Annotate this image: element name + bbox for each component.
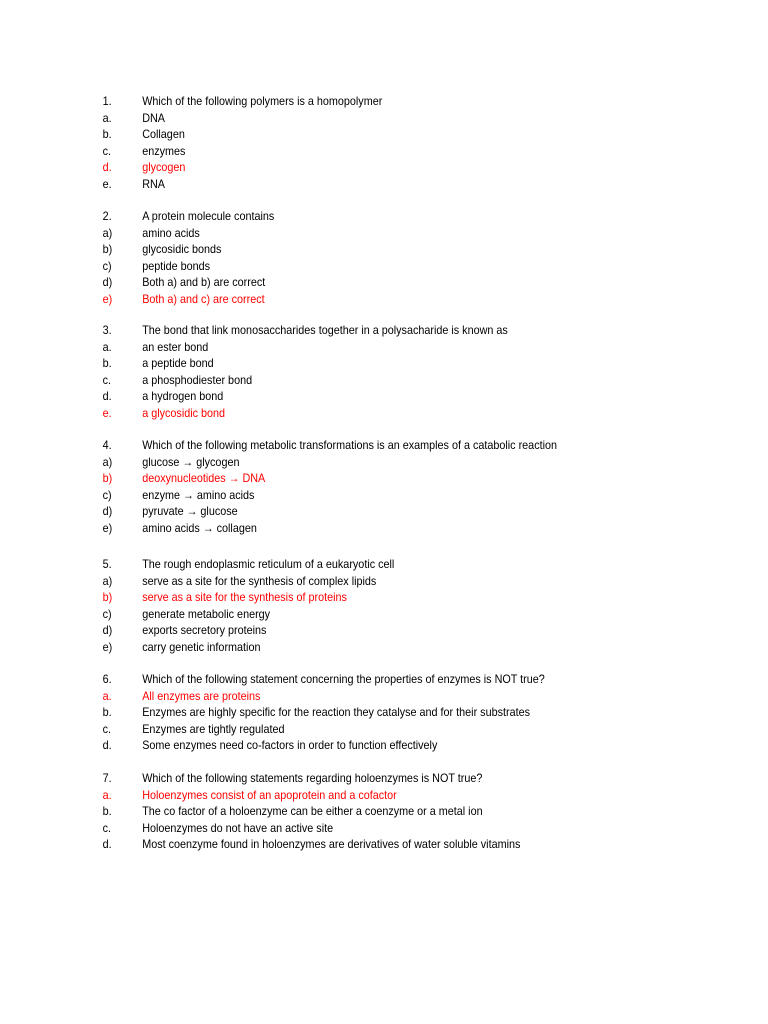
option-text: peptide bonds — [142, 258, 211, 273]
question-stem — [0, 770, 691, 787]
question-number: 7. — [102, 771, 112, 785]
question-number: 4. — [102, 438, 112, 452]
option-label: c. — [102, 372, 112, 387]
answer-option-correct — [0, 405, 691, 422]
option-text: DNA — [142, 110, 166, 125]
answer-option — [0, 573, 691, 590]
answer-option — [0, 487, 691, 504]
question-7 — [0, 770, 768, 853]
question-3 — [0, 322, 768, 421]
answer-option — [0, 388, 691, 405]
question-text: Which of the following polymers is a homopolymer — [142, 94, 383, 108]
option-text: Most coenzyme found in holoenzymes are derivatives of water soluble vitamins — [142, 837, 521, 851]
option-text: generate metabolic energy — [142, 606, 271, 621]
answer-option — [0, 606, 691, 623]
question-text: A protein molecule contains — [142, 209, 275, 223]
question-1 — [0, 93, 768, 192]
question-number: 2. — [102, 209, 112, 223]
option-label: e) — [102, 520, 113, 535]
option-label: c) — [102, 258, 112, 273]
option-label: c) — [102, 487, 112, 502]
answer-option-correct — [0, 688, 691, 705]
option-label: e) — [102, 291, 113, 306]
option-label: b. — [102, 356, 112, 370]
option-text: a glycosidic bond — [142, 405, 226, 420]
option-label: a) — [102, 454, 113, 469]
option-text: All enzymes are proteins — [142, 688, 261, 703]
option-text: Enzymes are tightly regulated — [142, 721, 285, 736]
option-label: b. — [102, 705, 112, 719]
option-text: carry genetic information — [142, 639, 261, 654]
question-stem — [0, 322, 691, 339]
answer-option — [0, 274, 691, 291]
option-label: a. — [102, 787, 112, 802]
answer-option-correct — [0, 159, 691, 176]
option-text: glycosidic bonds — [142, 242, 222, 256]
answer-option — [0, 241, 691, 258]
question-4 — [0, 437, 768, 536]
option-text: RNA — [142, 176, 166, 191]
option-label: c) — [102, 606, 112, 621]
answer-option — [0, 339, 691, 356]
answer-option — [0, 143, 691, 160]
answer-option — [0, 836, 691, 853]
option-label: a. — [102, 339, 112, 354]
question-5 — [0, 556, 768, 655]
option-label: e. — [102, 176, 112, 191]
question-text: Which of the following metabolic transformations is an examples of a catabolic reaction — [142, 438, 558, 452]
option-text: Collagen — [142, 127, 185, 141]
answer-option — [0, 454, 691, 471]
option-label: a. — [102, 110, 112, 125]
question-text: The rough endoplasmic reticulum of a eukaryotic cell — [142, 557, 395, 571]
question-stem — [0, 556, 691, 573]
question-number: 3. — [102, 323, 112, 337]
question-text: Which of the following statement concerning the properties of enzymes is NOT true? — [142, 672, 545, 686]
answer-option — [0, 737, 691, 754]
question-6 — [0, 671, 768, 754]
answer-option — [0, 704, 691, 721]
answer-option — [0, 355, 691, 372]
option-text: Both a) and c) are correct — [142, 291, 265, 306]
option-label: d. — [102, 738, 112, 752]
question-number: 5. — [102, 557, 112, 571]
question-stem — [0, 671, 691, 688]
option-text: Some enzymes need co-factors in order to function effectively — [142, 738, 438, 752]
answer-option-correct — [0, 291, 691, 308]
option-text: an ester bond — [142, 339, 209, 354]
question-2 — [0, 208, 768, 307]
option-text: a phosphodiester bond — [142, 372, 253, 387]
option-label: e) — [102, 639, 113, 654]
option-label: d. — [102, 160, 112, 174]
option-label: d. — [102, 837, 112, 851]
question-number: 1. — [102, 94, 112, 108]
question-stem — [0, 93, 691, 110]
option-label: b) — [102, 242, 113, 256]
answer-option — [0, 639, 691, 656]
option-label: b) — [102, 471, 113, 485]
question-text: The bond that link monosaccharides together in a polysacharide is known as — [142, 323, 508, 337]
answer-option — [0, 803, 691, 820]
answer-option — [0, 503, 691, 520]
option-label: b) — [102, 590, 113, 604]
option-text: Holoenzymes consist of an apoprotein and a cofactor — [142, 787, 397, 802]
option-label: d) — [102, 623, 113, 637]
answer-option — [0, 820, 691, 837]
option-text: Enzymes are highly specific for the reaction they catalyse and for their substrates — [142, 705, 530, 719]
answer-option-correct — [0, 589, 691, 606]
answer-option-correct — [0, 470, 691, 487]
option-label: e. — [102, 405, 112, 420]
option-text: exports secretory proteins — [142, 623, 267, 637]
option-text: amino acids — [142, 225, 200, 240]
option-text: Holoenzymes do not have an active site — [142, 820, 334, 835]
option-text: serve as a site for the synthesis of complex lipids — [142, 573, 377, 588]
option-text: enzyme → amino acids — [142, 487, 255, 502]
question-stem — [0, 437, 691, 454]
option-label: d) — [102, 275, 113, 289]
option-label: a) — [102, 573, 113, 588]
option-text: glycogen — [142, 160, 186, 174]
option-label: a) — [102, 225, 113, 240]
option-label: b. — [102, 127, 112, 141]
option-text: a peptide bond — [142, 356, 214, 370]
answer-option — [0, 126, 691, 143]
option-label: c. — [102, 820, 112, 835]
question-number: 6. — [102, 672, 112, 686]
option-text: serve as a site for the synthesis of proteins — [142, 590, 347, 604]
answer-option — [0, 721, 691, 738]
answer-option — [0, 225, 691, 242]
question-text: Which of the following statements regarding holoenzymes is NOT true? — [142, 771, 483, 785]
answer-option — [0, 520, 691, 537]
option-label: b. — [102, 804, 112, 818]
answer-option — [0, 258, 691, 275]
option-text: amino acids → collagen — [142, 520, 257, 535]
option-label: d) — [102, 504, 113, 518]
answer-option — [0, 110, 691, 127]
option-text: deoxynucleotides → DNA — [142, 471, 266, 485]
option-label: d. — [102, 389, 112, 403]
option-text: The co factor of a holoenzyme can be either a coenzyme or a metal ion — [142, 804, 483, 818]
option-text: pyruvate → glucose — [142, 504, 238, 518]
option-text: glucose → glycogen — [142, 454, 240, 469]
answer-option — [0, 622, 691, 639]
question-stem — [0, 208, 691, 225]
answer-option — [0, 372, 691, 389]
option-text: a hydrogen bond — [142, 389, 224, 403]
option-text: Both a) and b) are correct — [142, 275, 266, 289]
answer-option-correct — [0, 787, 691, 804]
option-label: c. — [102, 143, 112, 158]
option-label: a. — [102, 688, 112, 703]
option-label: c. — [102, 721, 112, 736]
option-text: enzymes — [142, 143, 186, 158]
answer-option — [0, 176, 691, 193]
